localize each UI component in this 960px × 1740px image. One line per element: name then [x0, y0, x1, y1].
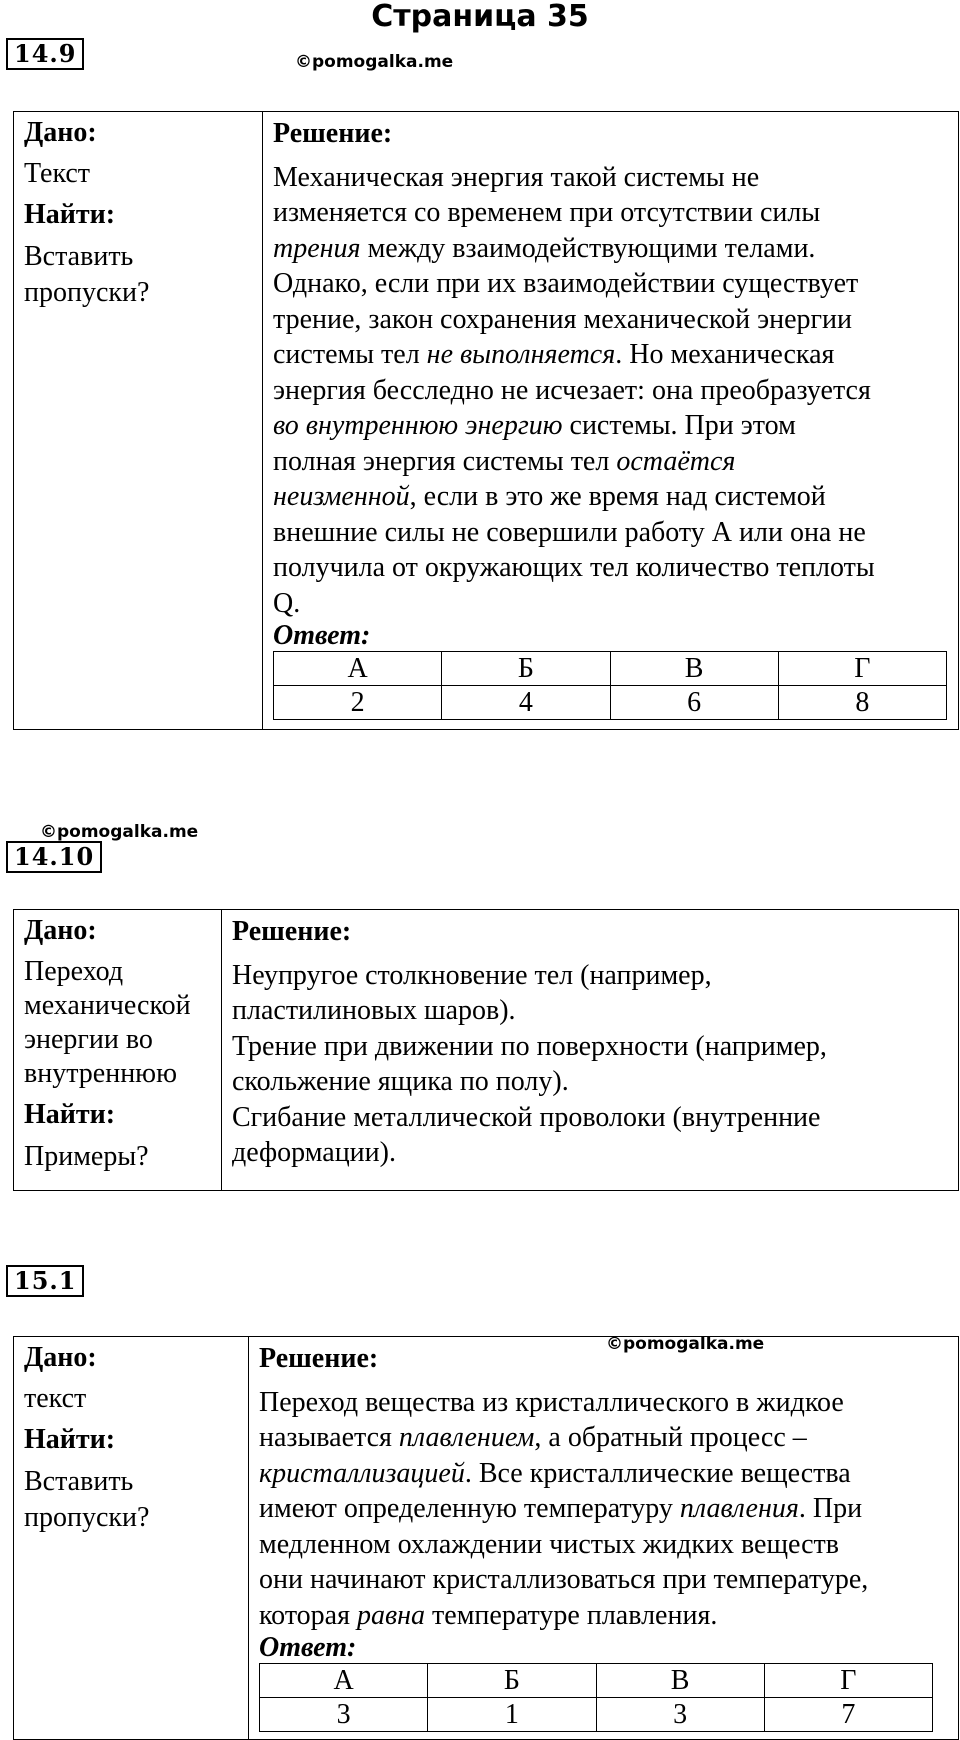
text-line: механической — [24, 990, 191, 1021]
text-line: пропуски? — [24, 277, 150, 308]
answer-header-row — [260, 1664, 933, 1698]
solution-line: Неупругое столкновение тел (например, — [232, 959, 712, 991]
text-line: пропуски? — [24, 1502, 150, 1533]
answer-value-cell: 8 — [778, 686, 946, 720]
text-line: Примеры? — [24, 1141, 149, 1172]
solution-text — [232, 958, 958, 1171]
solution-line: деформации). — [232, 1137, 396, 1168]
solution-line: внешние силы не совершили работу А или она не — [273, 516, 866, 548]
find-text — [24, 1139, 221, 1175]
find-text — [24, 1464, 248, 1536]
given-text — [24, 157, 262, 191]
answer-value-cell: 7 — [764, 1698, 932, 1732]
answer-value-cell: 4 — [442, 686, 610, 720]
solution-line: пластилиновых шаров). — [232, 995, 516, 1026]
given-text — [24, 955, 221, 1091]
text-line: Переход — [24, 956, 124, 987]
solution-label: Решение: — [259, 1343, 379, 1374]
answer-header-cell: В — [610, 652, 778, 686]
given-label: Дано: — [24, 1342, 97, 1373]
answer-value-cell: 1 — [428, 1698, 596, 1732]
solution-column — [222, 910, 958, 1190]
given-label: Дано: — [24, 117, 97, 148]
task-number-15-1: 15.1 — [6, 1265, 84, 1297]
solution-line: они начинают кристаллизоваться при температуре, — [259, 1564, 869, 1595]
text-line: Вставить — [24, 241, 134, 272]
given-label: Дано: — [24, 915, 97, 946]
answer-table — [273, 651, 947, 720]
task-box-14-10 — [13, 909, 959, 1191]
solution-line: Трение при движении по поверхности (например, — [232, 1030, 827, 1062]
text-line: текст — [24, 1383, 87, 1414]
solution-column — [249, 1337, 958, 1739]
answer-header-cell: Г — [764, 1664, 932, 1698]
solution-line: Переход вещества из кристаллического в жидкое — [259, 1386, 844, 1418]
given-text — [24, 1382, 248, 1416]
solution-line: Сгибание металлической проволоки (внутренние — [232, 1101, 821, 1133]
answer-value-cell: 3 — [596, 1698, 764, 1732]
find-label: Найти: — [24, 199, 116, 230]
solution-column — [263, 112, 958, 729]
page-title: Страница 35 — [371, 0, 589, 34]
solution-line: Однако, если при их взаимодействии существует — [273, 268, 859, 299]
answer-header-cell: В — [596, 1664, 764, 1698]
solution-line: во внутреннюю энергию системы. При этом — [273, 410, 796, 441]
text-line: Вставить — [24, 1466, 134, 1497]
answer-header-cell: Б — [428, 1664, 596, 1698]
answer-header-cell: Г — [778, 652, 946, 686]
solution-line: Q. — [273, 587, 301, 619]
solution-line: полная энергия системы тел остаётся — [273, 445, 736, 477]
solution-label: Решение: — [273, 118, 393, 149]
answer-value-row — [274, 686, 947, 720]
text-line: Текст — [24, 158, 91, 189]
answer-header-row — [274, 652, 947, 686]
answer-header-cell: А — [274, 652, 442, 686]
answer-header-cell: Б — [442, 652, 610, 686]
given-column — [14, 910, 222, 1190]
find-label: Найти: — [24, 1424, 116, 1455]
solution-line: медленном охлаждении чистых жидких веществ — [259, 1528, 840, 1560]
solution-label: Решение: — [232, 916, 352, 947]
given-column — [14, 112, 263, 729]
solution-line: трения между взаимодействующими телами. — [273, 232, 816, 264]
watermark: ©pomogalka.me — [295, 52, 454, 72]
find-label: Найти: — [24, 1099, 116, 1130]
solution-line: неизменной, если в это же время над системой — [273, 481, 826, 512]
solution-line: энергия бесследно не исчезает: она преобразуется — [273, 374, 871, 406]
solution-line: получила от окружающих тел количество теплоты — [273, 552, 875, 583]
task-number-14-9: 14.9 — [6, 38, 84, 70]
answer-value-row — [260, 1698, 933, 1732]
watermark: ©pomogalka.me — [606, 1334, 765, 1354]
answer-value-cell: 2 — [274, 686, 442, 720]
task-number-14-10: 14.10 — [6, 841, 102, 873]
answer-table — [259, 1663, 933, 1732]
find-text — [24, 239, 262, 311]
answer-value-cell: 3 — [260, 1698, 428, 1732]
text-line: внутреннюю — [24, 1058, 178, 1089]
answer-header-cell: А — [260, 1664, 428, 1698]
solution-line: скольжение ящика по полу). — [232, 1066, 569, 1097]
solution-line: имеют определенную температуру плавления. При — [259, 1493, 863, 1524]
task-box-15-1 — [13, 1336, 959, 1740]
answer-label: Ответ: — [273, 620, 371, 651]
solution-line: Механическая энергия такой системы не — [273, 161, 760, 193]
solution-line: системы тел не выполняется. Но механическая — [273, 339, 835, 370]
text-line: энергии во — [24, 1024, 153, 1055]
solution-line: которая равна температуре плавления. — [259, 1599, 718, 1631]
given-column — [14, 1337, 249, 1739]
solution-line: называется плавлением, а обратный процесс – — [259, 1422, 807, 1453]
solution-text — [273, 160, 958, 622]
solution-line: кристаллизацией. Все кристаллические вещества — [259, 1457, 851, 1489]
answer-value-cell: 6 — [610, 686, 778, 720]
solution-line: изменяется со временем при отсутствии силы — [273, 197, 821, 228]
watermark: ©pomogalka.me — [40, 822, 199, 842]
solution-line: трение, закон сохранения механической энергии — [273, 303, 852, 335]
task-box-14-9 — [13, 111, 959, 730]
solution-text — [259, 1385, 958, 1634]
answer-label: Ответ: — [259, 1632, 357, 1663]
